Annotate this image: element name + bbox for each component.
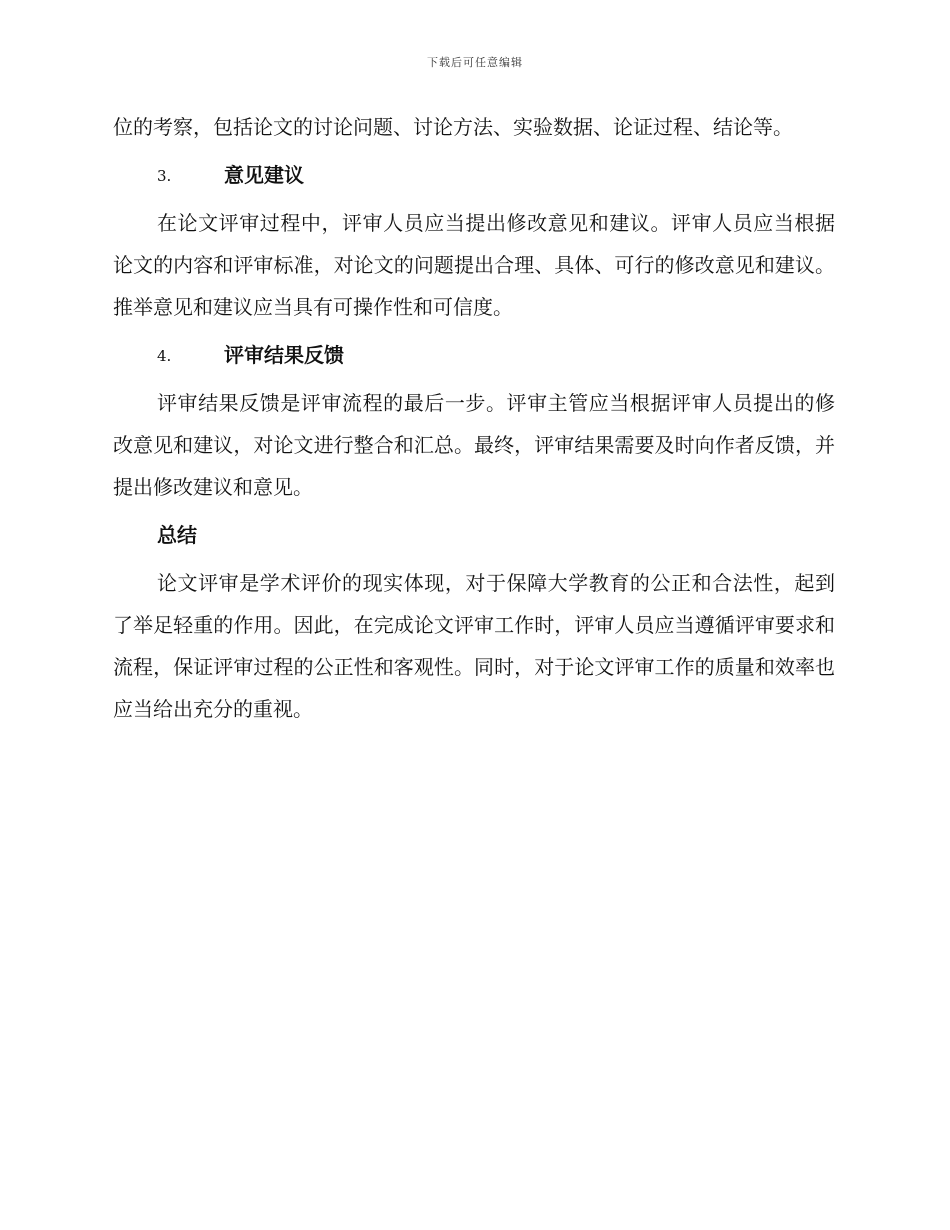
section-title: 总结 — [157, 523, 197, 547]
paragraph-continuation: 位的考察，包括论文的讨论问题、讨论方法、实验数据、论证过程、结论等。 — [113, 115, 793, 139]
section-title: 评审结果反馈 — [224, 343, 344, 367]
paragraph-suggestions: 在论文评审过程中，评审人员应当提出修改意见和建议。评审人员应当根据论文的内容和评审标准，对论文的问题提出合理、具体、可行的修改意见和建议。推举意见和建议应当具有可操作性和可信度。 — [113, 211, 835, 319]
page-header: 下载后可任意编辑 — [427, 56, 523, 69]
section-heading-summary — [113, 514, 835, 556]
section-number: 4. — [157, 347, 172, 365]
section-heading-3 — [113, 154, 835, 196]
section-title: 意见建议 — [224, 163, 304, 187]
section-number: 3. — [157, 167, 172, 185]
paragraph-summary: 论文评审是学术评价的现实体现，对于保障大学教育的公正和合法性，起到了举足轻重的作用。因此，在完成论文评审工作时，评审人员应当遵循评审要求和流程，保证评审过程的公正性和客观性。同时，对于论文评审工作的质量和效率也应当给出充分的重视。 — [113, 571, 835, 721]
document-body — [113, 106, 835, 730]
section-heading-4 — [113, 334, 835, 376]
paragraph-feedback: 评审结果反馈是评审流程的最后一步。评审主管应当根据评审人员提出的修改意见和建议，对论文进行整合和汇总。最终，评审结果需要及时向作者反馈，并提出修改建议和意见。 — [113, 391, 835, 499]
